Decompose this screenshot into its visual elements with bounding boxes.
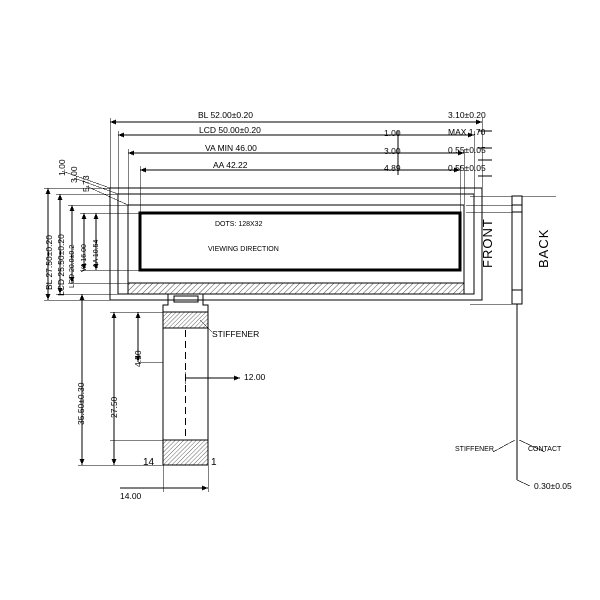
left-small-3-label: 5.73: [81, 175, 91, 192]
front-view-label: FRONT: [480, 218, 495, 268]
stiffener-side-label: STIFFENER: [455, 446, 494, 453]
dim-055b-label: 0.55±0.05: [448, 163, 486, 173]
dim-bl-label: BL 52.00±0.20: [198, 110, 253, 120]
dim-va-label: VA MIN 46.00: [205, 143, 257, 153]
dim-tail-1400-label: 14.00: [120, 491, 142, 501]
dim-lcd20-label: LCD 20.0±0.2: [69, 244, 76, 288]
dim-thickness-total-label: 3.10±0.20: [448, 110, 486, 120]
left-small-1-label: 1.00: [57, 159, 67, 176]
dim-thickness-max-label: MAX 1.70: [448, 127, 486, 137]
contact-fingers: [163, 440, 208, 465]
glass-ledge-hatch: [128, 283, 464, 294]
dim-tail-1200-label: 12.00: [244, 372, 266, 382]
offset-3-label: 4.89: [384, 163, 401, 173]
dim-lcd-vertical-label: LCD 25.50±0.20: [56, 234, 66, 296]
viewing-direction-label: VIEWING DIRECTION: [208, 246, 279, 253]
dim-lcd-label: LCD 50.00±0.20: [199, 125, 261, 135]
stiffener-front-label: STIFFENER: [212, 329, 260, 339]
dim-aa-label: AA 42.22: [213, 160, 248, 170]
offset-2-label: 3.00: [384, 146, 401, 156]
dim-055a-label: 0.55±0.05: [448, 145, 486, 155]
dim-tail-2750-label: 27.50: [109, 396, 119, 418]
pin-1-label: 1: [211, 457, 217, 468]
dim-tail-total-label: 35.50±0.30: [76, 382, 86, 425]
back-view-label: BACK: [536, 228, 551, 268]
left-small-2-label: 3.00: [69, 166, 79, 183]
dim-va-vertical-label: VA 16.00: [81, 244, 88, 272]
tail-stiffener-hatch: [163, 312, 208, 328]
dim-aa-vertical-label: AA 10.54: [93, 239, 100, 268]
dim-bl-vertical-label: BL 27.50±0.20: [44, 235, 54, 290]
offset-1-label: 1.00: [384, 128, 401, 138]
contact-side-label: CONTACT: [528, 446, 562, 453]
dots-label: DOTS: 128X32: [215, 221, 263, 228]
stiffener-pad: [174, 296, 198, 302]
dim-tail-450-label: 4.50: [133, 350, 143, 367]
dim-fpc-thickness-label: 0.30±0.05: [534, 481, 572, 491]
pin-14-label: 14: [143, 457, 155, 468]
aa-outline: [140, 213, 460, 270]
